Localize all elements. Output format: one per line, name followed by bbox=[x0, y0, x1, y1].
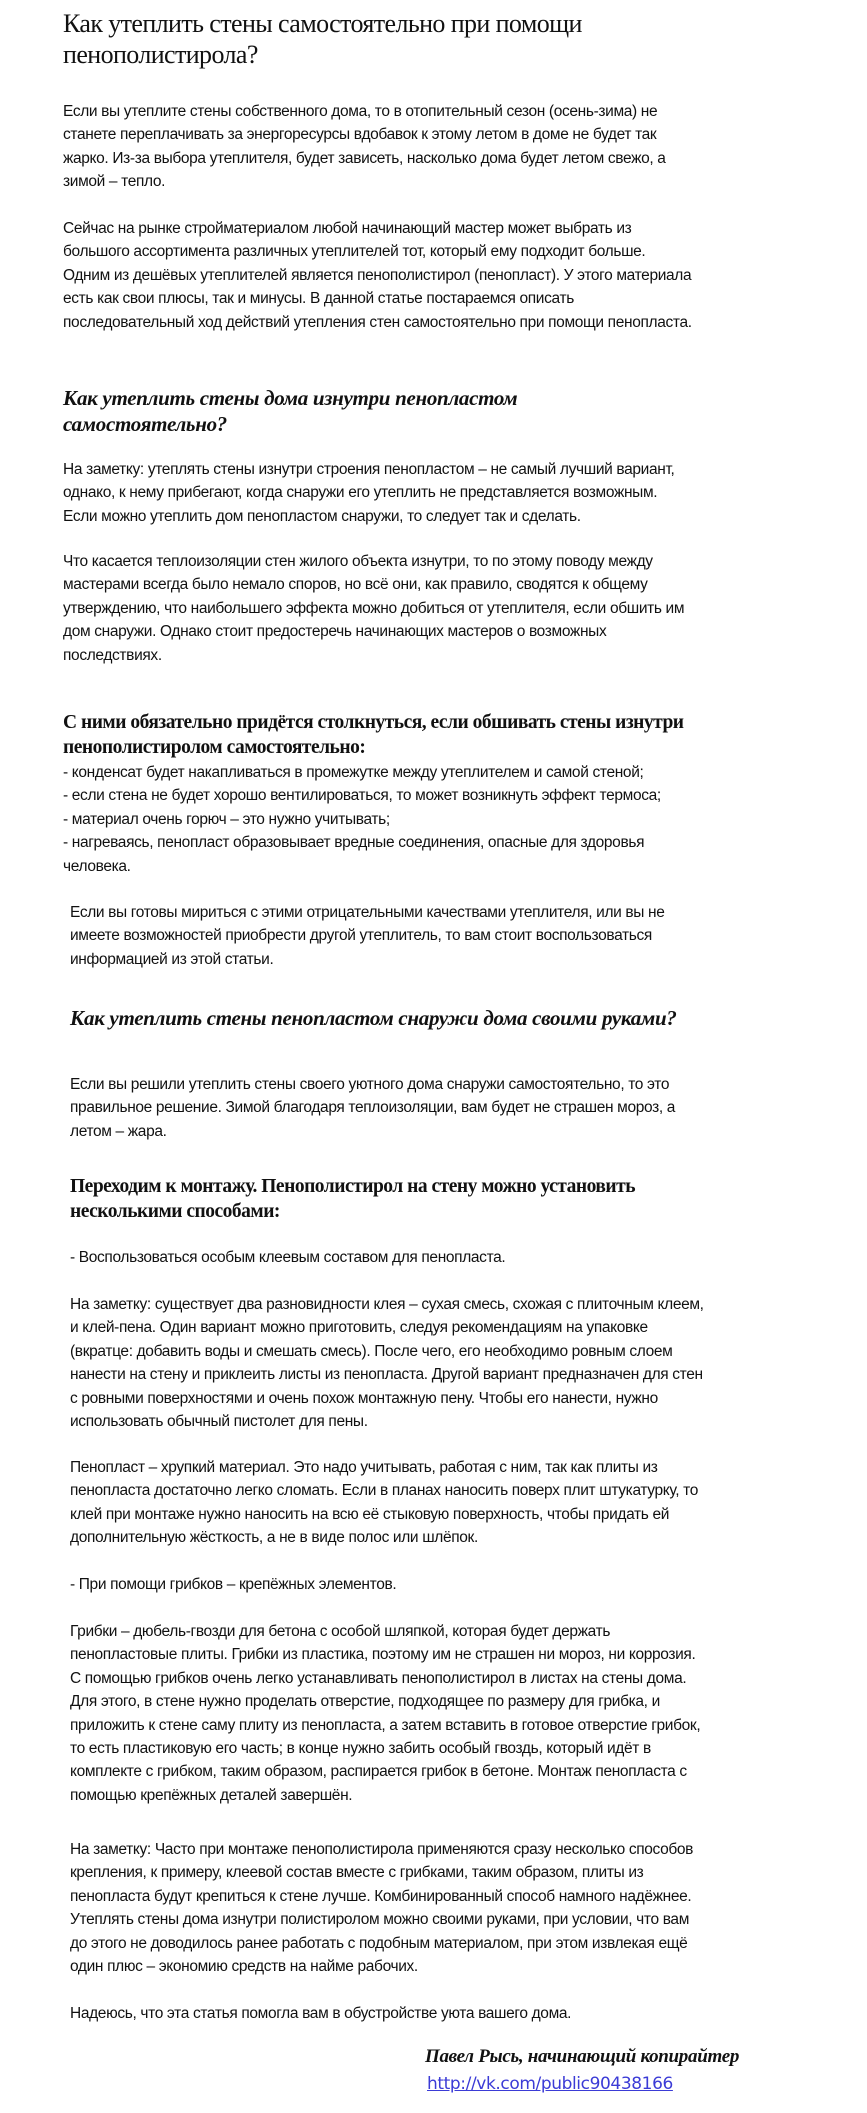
paragraph-inside: Что касается теплоизоляции стен жилого объекта изнутри, то по этому поводу между мастерами всегда было немало споров, но всё они, как правило, сводятся к общему утверждению, что наибольшего эффекта можно добиться от утеплителя, если обшить им дом снаружи. Однако стоит предостеречь начинающих мастеров о возможных последствиях. bbox=[63, 553, 685, 664]
list-item: - конденсат будет накапливаться в промежутке между утеплителем и самой стеной; bbox=[63, 764, 644, 781]
heading-inside: Как утеплить стены дома изнутри пенопластом самостоятельно? bbox=[63, 386, 518, 436]
method-mushrooms: - При помощи грибков – крепёжных элементов. bbox=[70, 1576, 397, 1593]
heading-outside: Как утеплить стены пенопластом снаружи дома своими руками? bbox=[70, 1006, 677, 1030]
article-title: Как утеплить стены самостоятельно при помощи пенополистирола? bbox=[63, 9, 582, 69]
heading-mounting: Переходим к монтажу. Пенополистирол на стену можно установить несколькими способами: bbox=[70, 1176, 636, 1222]
paragraph-fragile: Пенопласт – хрупкий материал. Это надо учитывать, работая с ним, так как плиты из пенопласта достаточно легко сломать. Если в планах наносить поверх плит штукатурку, то клей при монтаже нужно наносить на всю её стыковую поверхность, чтобы придать ей дополнительную жёсткость, а не в виде полос или шлёпок. bbox=[70, 1459, 698, 1547]
intro-paragraph-2: Сейчас на рынке стройматериалом любой начинающий мастер может выбрать из большого ассортимента различных утеплителей тот, который ему подходит больше. Одним из дешёвых утеплителей является пенополистирол (пенопласт). У этого материала есть как свои плюсы, так и минусы. В данной статье постараемся описать последовательный ход действий утепления стен самостоятельно при помощи пенопласта. bbox=[63, 220, 692, 331]
closing-inside: Если вы готовы мириться с этими отрицательными качествами утеплителя, или вы не имеете возможностей приобрести другой утеплитель, то вам стоит воспользоваться информацией из этой статьи. bbox=[70, 904, 665, 968]
list-item: - нагреваясь, пенопласт образовывает вредные соединения, опасные для здоровья bbox=[63, 834, 645, 852]
list-item: - материал очень горюч – это нужно учитывать; bbox=[63, 810, 390, 828]
heading-consequences: С ними обязательно придётся столкнуться, если обшивать стены изнутри пенополистиролом самостоятельно: bbox=[63, 712, 684, 758]
consequences-list bbox=[63, 761, 853, 878]
note-glue: На заметку: существует два разновидности клея – сухая смесь, схожая с плиточным клеем, и клей-пена. Один вариант можно приготовить, следуя рекомендациям на упаковке (вкратце: добавить воды и смешать смесь). После чего, его необходимо ровным слоем нанести на стену и приклеить листы из пенопласта. Другой вариант предназначен для стен с ровными поверхностями и очень похож монтажную пену. Чтобы его нанести, нужно использовать обычный пистолет для пены. bbox=[70, 1296, 704, 1431]
author-link[interactable]: http://vk.com/public90438166 bbox=[427, 2074, 673, 2094]
note-combined: На заметку: Часто при монтаже пенополистирола применяются сразу несколько способов крепления, к примеру, клеевой состав вместе с грибками, таким образом, плиты из пенопласта будут крепиться к стене лучше. Комбинированный способ намного надёжнее. Утеплять стены дома изнутри полистиролом можно своими руками, при условии, что вам до этого не доводилось ранее работать с подобным материалом, при этом извлекая ещё один плюс – экономию средств на найме рабочих. bbox=[70, 1841, 694, 1976]
note-inside: На заметку: утеплять стены изнутри строения пенопластом – не самый лучший вариант, однако, к нему прибегают, когда снаружи его утеплить не представляется возможным. Если можно утеплить дом пенопластом снаружи, то следует так и сделать. bbox=[63, 461, 675, 525]
intro-paragraph-1: Если вы утеплите стены собственного дома, то в отопительный сезон (осень-зима) не станете переплачивать за энергоресурсы вдобавок к этому летом в доме не будет так жарко. Из-за выбора утеплителя, будет зависеть, насколько дома будет летом свежо, а зимой – тепло. bbox=[63, 103, 666, 191]
author-signature: Павел Рысь, начинающий копирайтер bbox=[425, 2046, 740, 2067]
method-glue: - Воспользоваться особым клеевым составом для пенопласта. bbox=[70, 1249, 506, 1266]
paragraph-mushrooms: Грибки – дюбель-гвозди для бетона с особой шляпкой, которая будет держать пенопластовые плиты. Грибки из пластика, поэтому им не страшен ни мороз, ни коррозия. С помощью грибков очень легко устанавливать пенополистирол в листах на стены дома. Для этого, в стене нужно проделать отверстие, подходящее по размеру для грибка, и приложить к стене саму плиту из пенопласта, а затем вставить в готовое отверстие грибок, то есть пластиковую его часть; в конце нужно забить особый гвоздь, который идёт в комплекте с грибком, таким образом, распирается грибок в бетоне. Монтаж пенопласта с помощью крепёжных деталей завершён. bbox=[70, 1623, 701, 1804]
final-paragraph: Надеюсь, что эта статья помогла вам в обустройстве уюта вашего дома. bbox=[70, 2005, 572, 2022]
paragraph-outside: Если вы решили утеплить стены своего уютного дома снаружи самостоятельно, то это правильное решение. Зимой благодаря теплоизоляции, вам будет не страшен мороз, а летом – жара. bbox=[70, 1076, 676, 1140]
list-item: человека. bbox=[63, 857, 131, 875]
list-item: - если стена не будет хорошо вентилироваться, то может возникнуть эффект термоса; bbox=[63, 787, 661, 805]
